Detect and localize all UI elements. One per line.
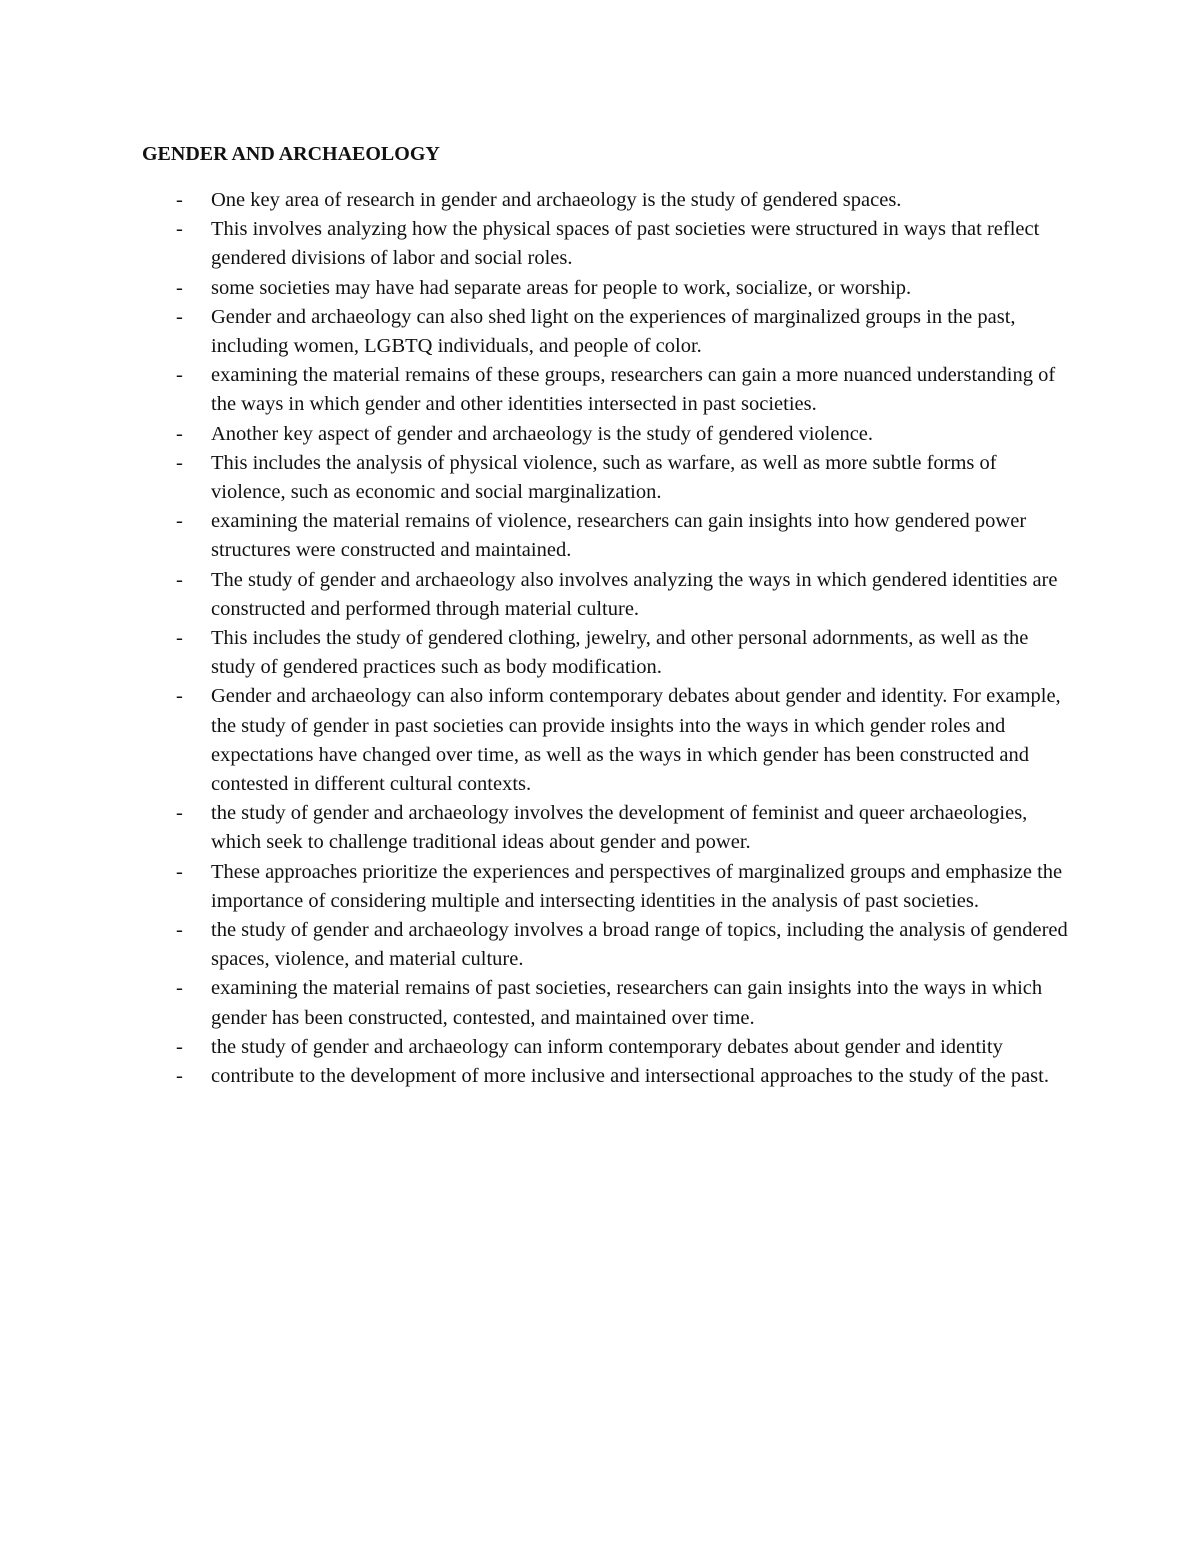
list-item-text: the study of gender and archaeology involves the development of feminist and queer archaeologies, which seek to challenge traditional ideas about gender and power. <box>211 802 1028 854</box>
bullet-dash: - <box>176 802 183 825</box>
bullet-dash: - <box>176 685 183 708</box>
list-item <box>0 507 1071 565</box>
list-item <box>0 420 1071 449</box>
bullet-list <box>0 186 1200 1091</box>
bullet-dash: - <box>176 364 183 387</box>
list-item <box>0 361 1071 419</box>
list-item <box>0 449 1071 507</box>
list-item <box>0 1062 1071 1091</box>
list-item-text: Another key aspect of gender and archaeology is the study of gendered violence. <box>211 422 874 445</box>
bullet-dash: - <box>176 977 183 1000</box>
list-item <box>0 566 1071 624</box>
bullet-dash: - <box>176 189 183 211</box>
list-item-text: some societies may have had separate areas for people to work, socialize, or worship. <box>211 276 912 299</box>
bullet-dash: - <box>176 451 183 474</box>
list-item-text: contribute to the development of more inclusive and intersectional approaches to the study of the past. <box>211 1065 1049 1088</box>
list-item <box>0 858 1071 916</box>
list-item <box>0 303 1071 361</box>
list-item <box>0 624 1071 682</box>
list-item <box>0 186 1071 215</box>
list-item-text: the study of gender and archaeology can inform contemporary debates about gender and identity <box>211 1035 1003 1058</box>
bullet-dash: - <box>176 860 183 883</box>
list-item-text: This includes the analysis of physical violence, such as warfare, as well as more subtle forms of violence, such as economic and social marginalization. <box>211 451 997 504</box>
bullet-dash: - <box>176 218 183 241</box>
list-item <box>0 974 1071 1032</box>
list-item-text: examining the material remains of violence, researchers can gain insights into how gendered power structures were constructed and maintained. <box>211 510 1027 562</box>
bullet-dash: - <box>176 919 183 942</box>
list-item <box>0 799 1071 857</box>
bullet-dash: - <box>176 627 183 650</box>
bullet-dash: - <box>176 1065 183 1088</box>
list-item-text: examining the material remains of these groups, researchers can gain a more nuanced understanding of the ways in which gender and other identities intersected in past societies. <box>211 364 1056 416</box>
list-item-text: This includes the study of gendered clothing, jewelry, and other personal adornments, as well as the study of gendered practices such as body modification. <box>211 627 1029 679</box>
list-item-text: This involves analyzing how the physical spaces of past societies were structured in ways that reflect gendered divisions of labor and social roles. <box>211 218 1040 270</box>
list-item <box>0 1033 1071 1062</box>
bullet-dash: - <box>176 276 183 299</box>
bullet-dash: - <box>176 510 183 533</box>
list-item <box>0 682 1071 799</box>
list-item-text: Gender and archaeology can also shed light on the experiences of marginalized groups in the past, including women, LGBTQ individuals, and people of color. <box>211 305 1016 358</box>
document-title: GENDER AND ARCHAEOLOGY <box>142 143 440 165</box>
bullet-dash: - <box>176 568 183 591</box>
list-item-text: the study of gender and archaeology involves a broad range of topics, including the analysis of gendered spaces, violence, and material culture. <box>211 919 1068 971</box>
list-item <box>0 274 1071 303</box>
list-item <box>0 916 1071 974</box>
list-item-text: These approaches prioritize the experiences and perspectives of marginalized groups and emphasize the importance of considering multiple and intersecting identities in the analysis of past societies. <box>211 860 1063 912</box>
bullet-dash: - <box>176 422 183 445</box>
bullet-dash: - <box>176 1035 183 1058</box>
list-item-text: examining the material remains of past societies, researchers can gain insights into the ways in which gender has been constructed, contested, and maintained over time. <box>211 977 1043 1029</box>
list-item-text: The study of gender and archaeology also involves analyzing the ways in which gendered identities are constructed and performed through material culture. <box>211 568 1058 620</box>
list-item-text: One key area of research in gender and archaeology is the study of gendered spaces. <box>211 189 902 211</box>
list-item <box>0 215 1071 273</box>
bullet-dash: - <box>176 305 183 328</box>
list-item-text: Gender and archaeology can also inform contemporary debates about gender and identity. For example, the study of gender in past societies can provide insights into the ways in which gender roles and expectations have changed over time, as well as the ways in which gender has been constructed and contested in different cultural contexts. <box>211 685 1061 796</box>
